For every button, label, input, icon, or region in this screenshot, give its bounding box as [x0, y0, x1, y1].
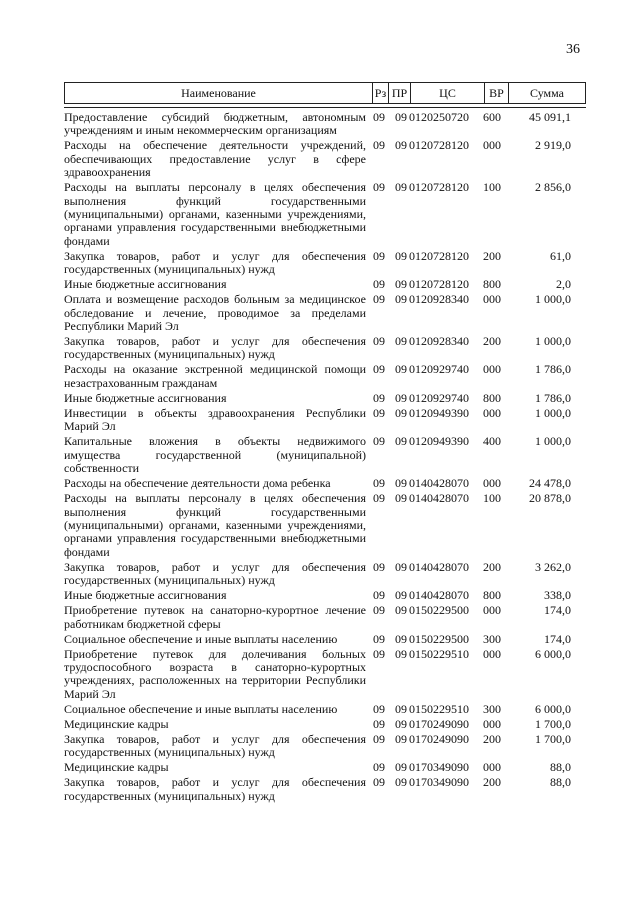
row-rz: 09 — [373, 390, 385, 405]
row-cs: 0120728120 — [409, 277, 469, 292]
row-rz: 09 — [373, 559, 385, 574]
row-name: Расходы на обеспечение деятельности дома ребенка — [64, 476, 331, 491]
table-row — [64, 718, 594, 731]
row-pr: 09 — [395, 277, 407, 292]
row-name: Оплата и возмещение расходов больным за медицинское обследование и лечение, проводимое за пределами Республики Марий Эл — [64, 292, 366, 334]
row-pr: 09 — [395, 138, 407, 153]
row-cs: 0120250720 — [409, 110, 469, 124]
table-row — [64, 589, 594, 602]
row-rz: 09 — [373, 731, 385, 746]
row-vr: 100 — [483, 180, 501, 195]
row-sum: 1 700,0 — [535, 731, 571, 746]
table-row — [64, 761, 594, 774]
row-pr: 09 — [395, 760, 407, 775]
row-sum: 45 091,1 — [529, 110, 571, 124]
table-row — [64, 561, 594, 588]
row-vr: 000 — [483, 362, 501, 377]
header-pr: ПР — [388, 83, 410, 103]
row-sum: 1 000,0 — [535, 292, 571, 307]
row-cs: 0150229500 — [409, 603, 469, 618]
row-rz: 09 — [373, 292, 385, 307]
table-row — [64, 477, 594, 490]
header-sum: Сумма — [508, 83, 586, 103]
row-vr: 000 — [483, 292, 501, 307]
row-pr: 09 — [395, 716, 407, 731]
row-vr: 200 — [483, 334, 501, 349]
row-name: Закупка товаров, работ и услуг для обеспечения государственных (муниципальных) нужд — [64, 248, 366, 277]
row-rz: 09 — [373, 588, 385, 603]
row-vr: 000 — [483, 476, 501, 491]
row-rz: 09 — [373, 775, 385, 790]
row-vr: 200 — [483, 248, 501, 263]
table-row — [64, 139, 594, 179]
row-pr: 09 — [395, 701, 407, 716]
row-cs: 0140428070 — [409, 559, 469, 574]
row-cs: 0170349090 — [409, 775, 469, 790]
header-vr: ВР — [484, 83, 508, 103]
row-pr: 09 — [395, 731, 407, 746]
table-body — [64, 111, 594, 805]
header-divider — [64, 107, 586, 108]
row-rz: 09 — [373, 138, 385, 153]
row-vr: 300 — [483, 631, 501, 646]
row-name: Иные бюджетные ассигнования — [64, 390, 227, 405]
row-name: Предоставление субсидий бюджетным, автономным учреждениям и иным некоммерческим организациям — [64, 110, 366, 138]
row-pr: 09 — [395, 631, 407, 646]
row-rz: 09 — [373, 362, 385, 377]
table-row — [64, 648, 594, 702]
row-sum: 1 700,0 — [535, 716, 571, 731]
row-sum: 61,0 — [550, 248, 571, 263]
row-cs: 0170249090 — [409, 716, 469, 731]
row-cs: 0120949390 — [409, 405, 469, 420]
table-row — [64, 293, 594, 333]
row-name: Иные бюджетные ассигнования — [64, 277, 227, 292]
row-rz: 09 — [373, 334, 385, 349]
table-row — [64, 776, 594, 803]
row-rz: 09 — [373, 277, 385, 292]
row-sum: 174,0 — [544, 603, 571, 618]
header-name: Наименование — [64, 83, 372, 103]
row-rz: 09 — [373, 248, 385, 263]
page-number: 36 — [566, 42, 580, 57]
table-row — [64, 703, 594, 716]
row-pr: 09 — [395, 775, 407, 790]
row-rz: 09 — [373, 701, 385, 716]
table-row — [64, 604, 594, 631]
row-name: Закупка товаров, работ и услуг для обеспечения государственных (муниципальных) нужд — [64, 559, 366, 588]
row-vr: 800 — [483, 588, 501, 603]
row-name: Приобретение путевок для долечивания больных трудоспособного возраста в санаторно-курортных учреждениях, расположенных на территории Республики Марий Эл — [64, 646, 366, 701]
table-row — [64, 733, 594, 760]
row-name: Расходы на оказание экстренной медицинской помощи незастрахованным гражданам — [64, 362, 366, 390]
row-rz: 09 — [373, 716, 385, 731]
row-sum: 88,0 — [550, 775, 571, 790]
row-name: Закупка товаров, работ и услуг для обеспечения государственных (муниципальных) нужд — [64, 775, 366, 803]
table-row — [64, 111, 594, 138]
row-sum: 1 786,0 — [535, 362, 571, 377]
row-sum: 2 919,0 — [535, 138, 571, 153]
row-cs: 0140428070 — [409, 491, 469, 506]
row-sum: 1 000,0 — [535, 405, 571, 420]
row-rz: 09 — [373, 110, 385, 124]
row-name: Закупка товаров, работ и услуг для обеспечения государственных (муниципальных) нужд — [64, 731, 366, 760]
table-row — [64, 392, 594, 405]
row-name: Закупка товаров, работ и услуг для обеспечения государственных (муниципальных) нужд — [64, 334, 366, 362]
table-row — [64, 181, 594, 248]
row-pr: 09 — [395, 180, 407, 195]
row-sum: 2 856,0 — [535, 180, 571, 195]
row-pr: 09 — [395, 334, 407, 349]
row-rz: 09 — [373, 180, 385, 195]
row-vr: 300 — [483, 701, 501, 716]
row-rz: 09 — [373, 491, 385, 506]
row-cs: 0120728120 — [409, 248, 469, 263]
row-vr: 800 — [483, 390, 501, 405]
row-name: Расходы на обеспечение деятельности учреждений, обеспечивающих предоставление услуг в сфере здравоохранения — [64, 138, 366, 180]
row-sum: 1 786,0 — [535, 390, 571, 405]
row-pr: 09 — [395, 603, 407, 618]
table-row — [64, 250, 594, 277]
row-pr: 09 — [395, 248, 407, 263]
row-name: Медицинские кадры — [64, 760, 169, 775]
row-vr: 000 — [483, 603, 501, 618]
table-header — [64, 82, 586, 104]
row-cs: 0150229500 — [409, 631, 469, 646]
table-row — [64, 335, 594, 362]
row-sum: 1 000,0 — [535, 434, 571, 449]
row-cs: 0120929740 — [409, 362, 469, 377]
row-rz: 09 — [373, 434, 385, 449]
row-sum: 88,0 — [550, 760, 571, 775]
row-vr: 000 — [483, 138, 501, 153]
row-cs: 0120928340 — [409, 292, 469, 307]
row-rz: 09 — [373, 603, 385, 618]
row-cs: 0120929740 — [409, 390, 469, 405]
row-vr: 000 — [483, 646, 501, 661]
row-cs: 0120928340 — [409, 334, 469, 349]
row-vr: 600 — [483, 110, 501, 124]
row-pr: 09 — [395, 491, 407, 506]
row-rz: 09 — [373, 631, 385, 646]
row-name: Социальное обеспечение и иные выплаты населению — [64, 631, 338, 646]
row-cs: 0120728120 — [409, 138, 469, 153]
row-name: Расходы на выплаты персоналу в целях обеспечения выполнения функций государственными (муниципальными) органами, казенными учреждениями, органами управления государственными внебюджетными фондами — [64, 180, 366, 248]
row-pr: 09 — [395, 434, 407, 449]
row-rz: 09 — [373, 476, 385, 491]
header-rz: Рз — [372, 83, 388, 103]
row-name: Социальное обеспечение и иные выплаты населению — [64, 701, 338, 716]
row-pr: 09 — [395, 362, 407, 377]
row-cs: 0170249090 — [409, 731, 469, 746]
row-vr: 200 — [483, 559, 501, 574]
row-pr: 09 — [395, 476, 407, 491]
row-pr: 09 — [395, 110, 407, 124]
row-cs: 0150229510 — [409, 701, 469, 716]
row-sum: 24 478,0 — [529, 476, 571, 491]
row-rz: 09 — [373, 760, 385, 775]
row-vr: 200 — [483, 731, 501, 746]
row-sum: 1 000,0 — [535, 334, 571, 349]
row-pr: 09 — [395, 405, 407, 420]
row-vr: 000 — [483, 760, 501, 775]
row-name: Инвестиции в объекты здравоохранения Республики Марий Эл — [64, 405, 366, 434]
row-sum: 6 000,0 — [535, 701, 571, 716]
row-sum: 3 262,0 — [535, 559, 571, 574]
table-row — [64, 278, 594, 291]
row-cs: 0170349090 — [409, 760, 469, 775]
row-vr: 200 — [483, 775, 501, 790]
row-pr: 09 — [395, 646, 407, 661]
row-pr: 09 — [395, 292, 407, 307]
row-pr: 09 — [395, 559, 407, 574]
row-vr: 000 — [483, 405, 501, 420]
row-cs: 0150229510 — [409, 646, 469, 661]
row-pr: 09 — [395, 588, 407, 603]
row-cs: 0120728120 — [409, 180, 469, 195]
table-row — [64, 363, 594, 390]
table-row — [64, 407, 594, 434]
header-cs: ЦС — [410, 83, 484, 103]
row-sum: 2,0 — [556, 277, 571, 292]
row-sum: 20 878,0 — [529, 491, 571, 506]
row-rz: 09 — [373, 405, 385, 420]
row-cs: 0140428070 — [409, 588, 469, 603]
row-cs: 0140428070 — [409, 476, 469, 491]
row-sum: 6 000,0 — [535, 646, 571, 661]
row-name: Капитальные вложения в объекты недвижимого имущества государственной (муниципальной) собственности — [64, 434, 366, 476]
table-row — [64, 633, 594, 646]
row-vr: 400 — [483, 434, 501, 449]
row-cs: 0120949390 — [409, 434, 469, 449]
table-row — [64, 435, 594, 475]
row-vr: 100 — [483, 491, 501, 506]
row-vr: 000 — [483, 716, 501, 731]
row-rz: 09 — [373, 646, 385, 661]
row-name: Медицинские кадры — [64, 716, 169, 731]
row-sum: 338,0 — [544, 588, 571, 603]
table-row — [64, 492, 594, 559]
row-name: Расходы на выплаты персоналу в целях обеспечения выполнения функций государственными (муниципальными) органами, казенными учреждениями, органами управления государственными внебюджетными фондами — [64, 491, 366, 559]
row-name: Приобретение путевок на санаторно-курортное лечение работникам бюджетной сферы — [64, 603, 366, 631]
row-sum: 174,0 — [544, 631, 571, 646]
row-vr: 800 — [483, 277, 501, 292]
row-pr: 09 — [395, 390, 407, 405]
row-name: Иные бюджетные ассигнования — [64, 588, 227, 603]
